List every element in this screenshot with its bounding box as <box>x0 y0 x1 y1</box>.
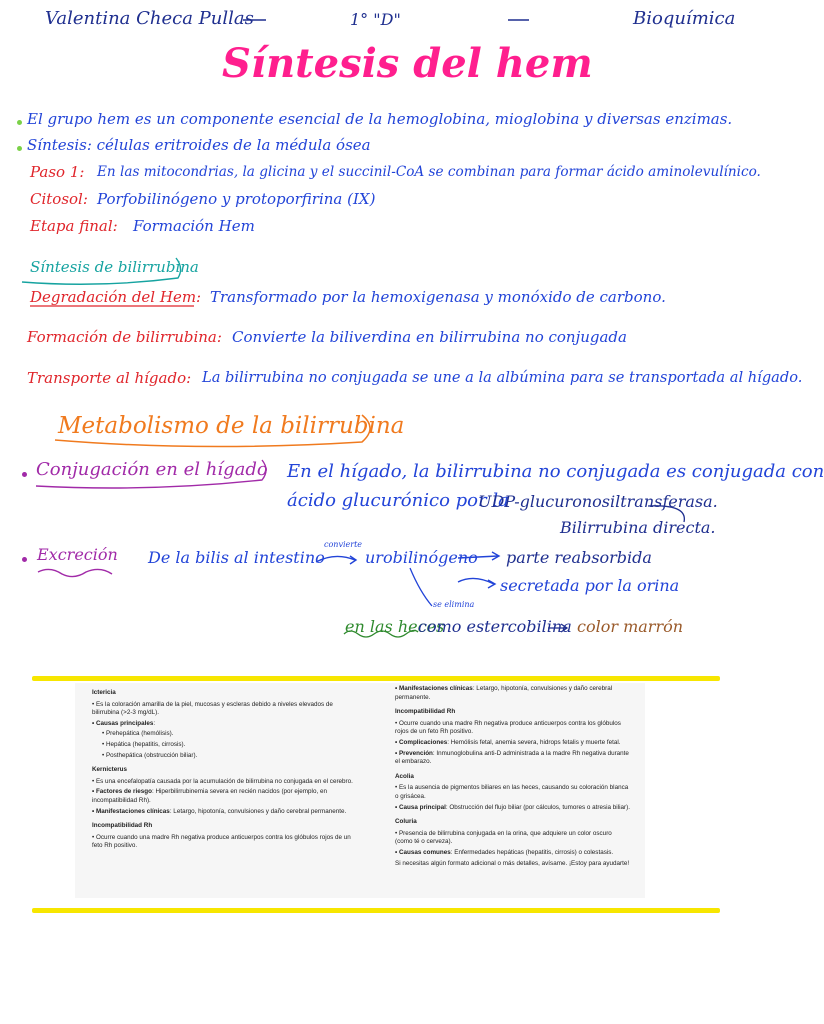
paso1-text: En las mitocondrias, la glicina y el succinil-CoA se combinan para formar ácido aminolevulínico. <box>97 164 761 180</box>
arrow-icon <box>410 568 432 606</box>
note-item: • Presencia de bilirrubina conjugada en la orina, que adquiere un color oscuro (como té o cerveza). <box>395 829 612 846</box>
note-item-label: • Manifestaciones clínicas <box>92 807 170 815</box>
formation-label: Formación de bilirrubina: <box>27 328 222 346</box>
stercobilin: como estercobilina <box>418 617 572 636</box>
intro-line-1: El grupo hem es un componente esencial de la hemoglobina, mioglobina y diversas enzimas. <box>27 110 733 128</box>
direct-bilirubin: Bilirrubina directa. <box>560 518 716 537</box>
note-item-text: : Enfermedades hepáticas (hepatitis, cirrosis) o colestasis. <box>450 848 614 856</box>
note-item: Si necesitas algún formato adicional o más detalles, avísame. ¡Estoy para ayudarte! <box>395 859 630 867</box>
note-item-label: • Causas principales <box>92 719 154 727</box>
page-title: Síntesis del hem <box>222 40 593 87</box>
note-subitem: • Posthepática (obstrucción biliar). <box>102 751 198 759</box>
arrow-icon <box>458 578 494 584</box>
note-item-text: : Inmunoglobulina anti-D administrada a la madre Rh negativa durante el embarazo. <box>395 749 629 766</box>
brown-color: color marrón <box>577 617 684 636</box>
note-item-label: • Prevención <box>395 749 433 757</box>
note-heading: Kernicterus <box>92 766 127 774</box>
excretion-label: Excreción <box>37 545 118 564</box>
conjugation-text-2: ácido glucurónico por la <box>287 490 509 511</box>
citosol-text: Porfobilinógeno y protoporfirina (IX) <box>97 190 376 208</box>
urine-secretion: secretada por la orina <box>500 576 680 595</box>
note-subitem: • Prehepática (hemólisis). <box>102 730 174 738</box>
note-item <box>395 739 630 748</box>
bilirrubina-synthesis-heading: Síntesis de bilirrubina <box>30 258 199 276</box>
note-item: • Es una encefalopatía causada por la acumulación de bilirrubina no conjugada en el cerebro. <box>92 777 353 785</box>
note-heading: Coluria <box>395 818 417 826</box>
bullet-icon <box>17 120 22 125</box>
citosol-label: Citosol: <box>30 190 88 208</box>
transport-text: La bilirrubina no conjugada se une a la albúmina para se transportada al hígado. <box>202 369 803 386</box>
note-heading: Ictericia <box>92 689 116 696</box>
bullet-icon <box>22 557 27 562</box>
wavy-underline-icon <box>38 569 112 576</box>
note-item-text: : Letargo, hipotonía, convulsiones y daño cerebral permanente. <box>395 685 613 701</box>
convierte-note: convierte <box>324 540 363 549</box>
note-item-label: • Causas comunes <box>395 848 451 856</box>
bullet-icon <box>22 472 27 477</box>
note-item <box>395 804 630 813</box>
note-heading: Incompatibilidad Rh <box>92 822 153 830</box>
intro-line-2: Síntesis: células eritroides de la médula ósea <box>27 136 371 154</box>
note-item <box>92 808 357 817</box>
conjugation-text-1: En el hígado, la bilirrubina no conjugada es conjugada con <box>287 461 824 482</box>
note-item <box>92 720 357 729</box>
enzyme-name: UDP-glucuronosiltransferasa. <box>478 492 718 511</box>
note-left-column <box>92 683 357 853</box>
note-item-label: • Complicaciones <box>395 738 448 746</box>
note-item-text: : Obstrucción del flujo biliar (por cálculos, tumores o atresia biliar). <box>445 803 630 811</box>
note-item-text: : <box>153 719 156 727</box>
subject-label: Bioquímica <box>633 8 736 29</box>
excretion-text: De la bilis al intestino <box>148 548 325 567</box>
note-item <box>92 788 357 805</box>
note-item-text: : Hemólisis fetal, anemia severa, hidrops fetalis y muerte fetal. <box>447 738 621 746</box>
note-item-label: • Factores de riesgo <box>92 788 152 796</box>
note-item-label: • Causa principal <box>395 803 446 811</box>
degradation-label: Degradación del Hem: <box>30 288 202 306</box>
formation-text: Convierte la biliverdina en bilirrubina no conjugada <box>232 328 627 346</box>
note-right-column <box>395 683 630 870</box>
note-item <box>395 685 630 702</box>
note-item-text: : Hiperbilirrubinemia severa en recién nacidos (por ejemplo, en incompatibilidad Rh). <box>92 788 327 804</box>
final-text: Formación Hem <box>133 217 255 235</box>
transport-label: Transporte al hígado: <box>27 369 192 387</box>
note-item: • Es la coloración amarilla de la piel, mucosas y escleras debido a niveles elevados de bilirrubina (>2-3 mg/dL). <box>92 700 333 717</box>
note-item: • Es la ausencia de pigmentos biliares en las heces, causando su coloración blanca o grisácea. <box>395 784 629 800</box>
degradation-text: Transformado por la hemoxigenasa y monóxido de carbono. <box>210 288 666 306</box>
urobilinogen: urobilinógeno <box>365 548 478 567</box>
note-heading: Incompatibilidad Rh <box>395 708 456 716</box>
note-item-text: : Letargo, hipotonía, convulsiones y daño cerebral permanente. <box>169 807 347 815</box>
note-item <box>395 750 630 767</box>
student-name: Valentina Checa Pullas <box>45 8 254 29</box>
reabsorbed: parte reabsorbida <box>506 548 652 567</box>
note-item-label: • Manifestaciones clínicas <box>395 685 473 692</box>
bullet-icon <box>17 146 22 151</box>
feces-label: en las heces <box>345 617 445 636</box>
note-item <box>395 849 630 858</box>
pasted-note-image <box>75 683 645 898</box>
group-label: 1° "D" <box>350 10 401 29</box>
metabolism-heading: Metabolismo de la bilirrubina <box>58 413 405 439</box>
note-item: • Ocurre cuando una madre Rh negativa produce anticuerpos contra los glóbulos rojos de un feto Rh positivo. <box>395 719 621 736</box>
note-subitem: • Hepática (hepatitis, cirrosis). <box>102 740 186 748</box>
paso1-label: Paso 1: <box>30 163 85 181</box>
highlight-bar-top <box>32 676 720 681</box>
note-item: • Ocurre cuando una madre Rh negativa produce anticuerpos contra los glóbulos rojos de un feto Rh positivo. <box>92 833 351 850</box>
highlight-bar-bottom <box>32 908 720 913</box>
note-heading: Acolia <box>395 772 414 780</box>
final-label: Etapa final: <box>30 217 118 235</box>
elimina-note: se elimina <box>433 600 475 609</box>
conjugation-label: Conjugación en el hígado <box>36 459 268 480</box>
